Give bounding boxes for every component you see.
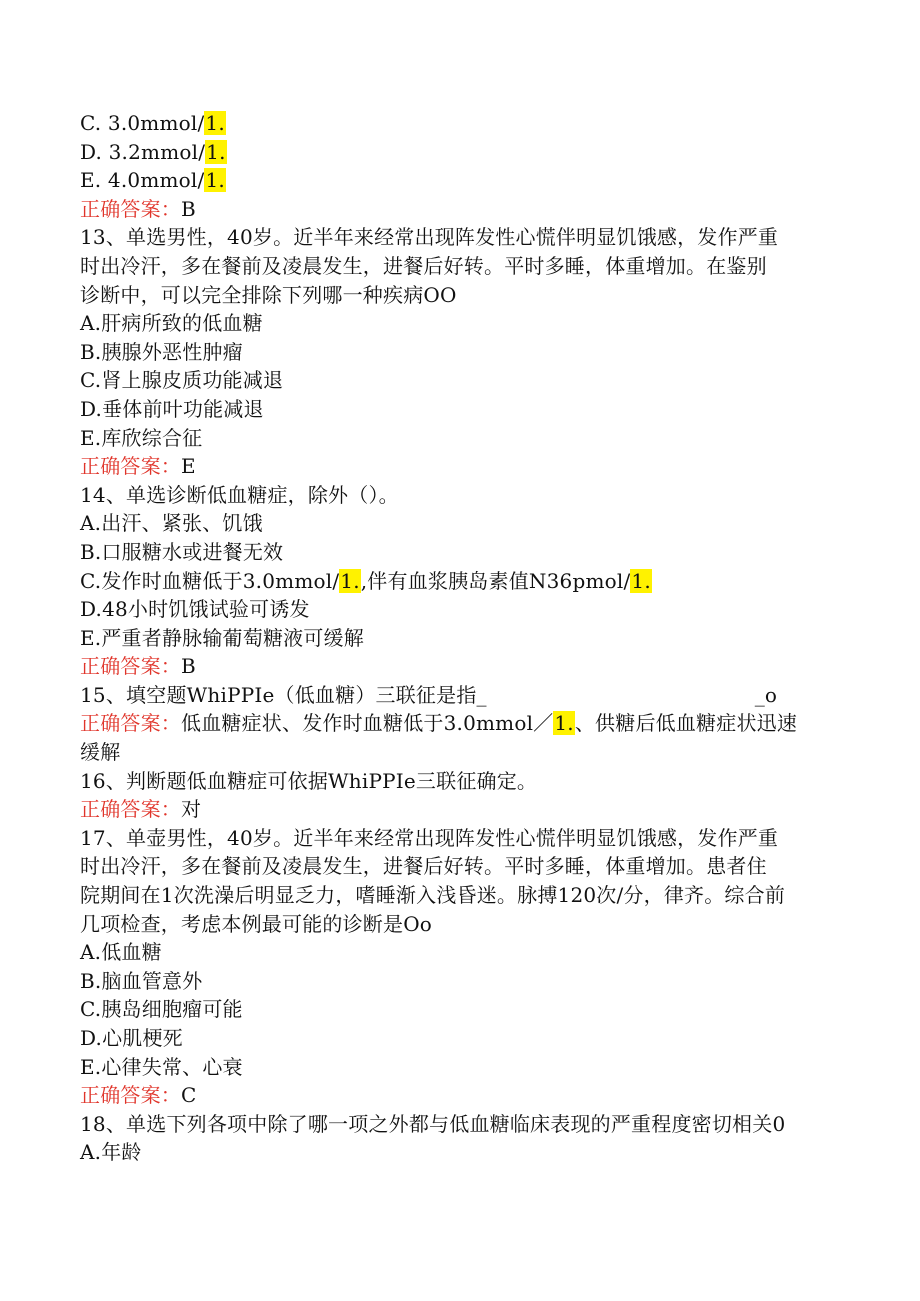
option-line [80,567,840,596]
question-text: 诊断中，可以完全排除下列哪一种疾病OO [80,282,457,307]
option-text: ,伴有血浆胰岛素值N36pmol/ [360,568,631,593]
option-line [80,109,840,138]
question-text: 18、单选下列各项中除了哪一项之外都与低血糖临床表现的严重程度密切相关0 [80,1111,786,1136]
answer-line [80,709,840,738]
option-line: D.心肌梗死 [80,1026,183,1050]
question-text: 院期间在1次洗澡后明显乏力，嗜睡渐入浅昏迷。脉搏120次/分，律齐。综合前 [80,883,786,908]
highlighted-text: 1. [206,139,226,164]
question-text: 时出冷汗，多在餐前及凌晨发生，进餐后好转。平时多睡，体重增加。在鉴别 [80,253,767,278]
answer-value: 低血糖症状、发作时血糖低于3.0mmol／ [181,711,554,736]
option-line: D.48小时饥饿试验可诱发 [80,597,310,622]
option-line: A.肝病所致的低血糖 [80,311,263,336]
answer-value: C [181,1083,197,1108]
answer-label: 正确答案： [80,1083,181,1108]
option-line: D.垂体前叶功能减退 [80,396,264,421]
answer-line [80,452,840,481]
answer-value: B [181,196,196,221]
option-line: E.心律失常、心衰 [80,1054,243,1079]
question-text: 时出冷汗，多在餐前及凌晨发生，进餐后好转。平时多睡，体重增加。患者住 [80,854,767,879]
answer-line [80,652,840,681]
option-line: E.严重者静脉输葡萄糖液可缓解 [80,625,364,650]
question-text: 17、单壶男性，40岁。近半年来经常出现阵发性心慌伴明显饥饿感，发作严重 [80,825,779,850]
question-text [80,681,840,710]
answer-label: 正确答案： [80,711,181,736]
answer-label: 正确答案： [80,454,181,479]
option-line: C.肾上腺皮质功能减退 [80,368,284,393]
answer-label: 正确答案： [80,654,181,679]
highlighted-text: 1. [205,111,225,135]
option-line: B.口服糖水或进餐无效 [80,539,284,564]
highlighted-text: 1. [631,568,651,593]
answer-value: 对 [181,797,202,822]
option-line: B.脑血管意外 [80,968,203,993]
answer-continuation: 缓解 [80,740,121,765]
question-text-part: _o [754,682,778,707]
question-text: 16、判断题低血糖症可依据WhiPPIe三联征确定。 [80,768,538,793]
highlighted-text: 1. [340,568,360,593]
highlighted-text: 1. [554,711,574,736]
question-text: 13、单选男性，40岁。近半年来经常出现阵发性心慌伴明显饥饿感，发作严重 [80,225,779,250]
option-text: C. 3.0mmol/ [80,111,205,135]
option-line [80,138,840,167]
answer-value: 、供糖后低血糖症状迅速 [574,711,798,736]
document-page [80,109,840,1167]
question-text: 几项检查，考虑本例最可能的诊断是Oo [80,911,433,936]
highlighted-text: 1. [205,168,225,193]
answer-value: B [181,654,196,679]
option-line: C.胰岛细胞瘤可能 [80,997,243,1022]
option-line: A.年龄 [80,1140,142,1165]
answer-value: E [181,454,196,479]
answer-line [80,1081,840,1110]
question-text: 14、单选诊断低血糖症，除外（）。 [80,482,399,507]
answer-line [80,795,840,824]
question-text-part: 15、填空题WhiPPIe（低血糖）三联征是指_ [80,682,487,707]
answer-label: 正确答案： [80,196,181,221]
option-line: A.低血糖 [80,940,162,965]
option-line: A.出汗、紧张、饥饿 [80,511,263,536]
answer-line [80,195,840,224]
option-line: B.胰腺外恶性肿瘤 [80,339,243,364]
option-line: E.库欣综合征 [80,425,203,450]
option-text: E. 4.0mmol/ [80,168,205,193]
answer-label: 正确答案： [80,797,181,822]
option-text: C.发作时血糖低于3.0mmol/ [80,568,340,593]
option-text: D. 3.2mmol/ [80,139,206,164]
option-line [80,166,840,195]
